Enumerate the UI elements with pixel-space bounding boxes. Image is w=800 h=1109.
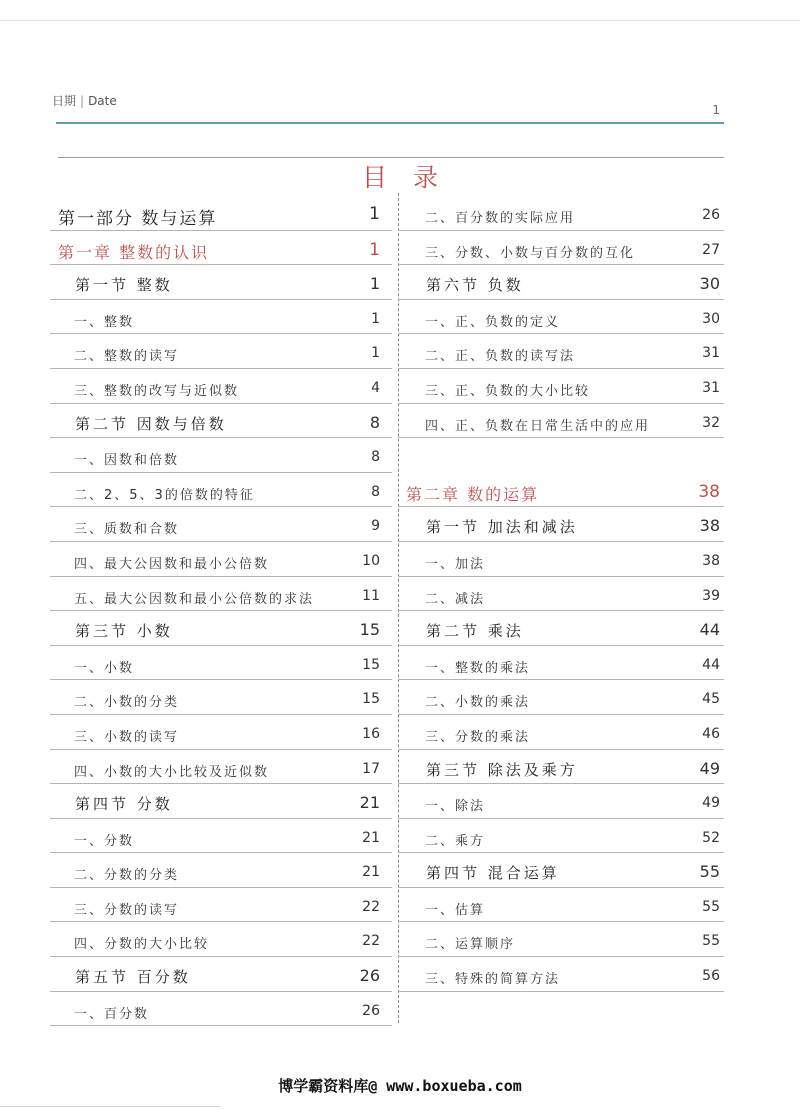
toc-entry-page: 49	[699, 758, 720, 778]
toc-entry-item[interactable]	[50, 715, 392, 750]
toc-entry-page: 9	[371, 518, 380, 535]
toc-entry-page: 10	[362, 552, 380, 569]
toc-entry-item[interactable]	[50, 334, 392, 369]
date-header	[52, 92, 117, 109]
toc-entry-title: 二、整数的读写	[74, 349, 180, 365]
toc-entry-section[interactable]	[50, 957, 392, 992]
toc-entry-section[interactable]	[50, 784, 392, 819]
toc-entry-page: 8	[371, 483, 380, 500]
page-title: 目录	[361, 163, 464, 192]
toc-entry-item[interactable]	[50, 922, 392, 957]
toc-entry-title: 三、特殊的简算方法	[425, 972, 561, 988]
toc-entry-item[interactable]	[50, 992, 392, 1027]
toc-entry-item[interactable]	[398, 957, 724, 992]
toc-entry-title: 第五节 百分数	[75, 968, 191, 987]
toc-entry-item[interactable]	[398, 577, 724, 612]
toc-entry-title: 三、整数的改写与近似数	[74, 383, 240, 399]
toc-entry-title: 四、小数的大小比较及近似数	[74, 764, 270, 780]
toc-entry-section[interactable]	[398, 265, 724, 300]
toc-entry-page: 44	[702, 656, 720, 673]
toc-entry-page: 38	[699, 516, 720, 536]
toc-entry-item[interactable]	[398, 888, 724, 923]
toc-entry-item[interactable]	[50, 369, 392, 404]
toc-entry-item[interactable]	[50, 888, 392, 923]
toc-entry-title: 四、分数的大小比较	[74, 937, 210, 953]
toc-entry-title: 第三节 小数	[75, 622, 173, 641]
toc-entry-item[interactable]	[50, 542, 392, 577]
toc-entry-title: 一、除法	[425, 799, 486, 815]
toc-entry-item[interactable]	[398, 646, 724, 681]
toc-entry-title: 一、估算	[425, 902, 486, 918]
toc-entry-title: 一、加法	[425, 556, 486, 572]
toc-entry-page: 1	[371, 310, 380, 327]
footer-watermark: 博学霸资料库@ www.boxueba.com	[278, 1077, 522, 1095]
toc-entry-item[interactable]	[50, 438, 392, 473]
toc-entry-page: 30	[699, 274, 720, 294]
toc-entry-item[interactable]	[398, 404, 724, 439]
header-rule	[56, 122, 724, 124]
toc-entry-page: 49	[702, 795, 720, 812]
toc-entry-page: 4	[371, 379, 380, 396]
toc-entry-page: 17	[362, 760, 380, 777]
toc-entry-item[interactable]	[398, 334, 724, 369]
toc-entry-item[interactable]	[398, 196, 724, 231]
toc-entry-title: 一、分数	[74, 833, 135, 849]
toc-entry-page: 32	[702, 414, 720, 431]
toc-entry-title: 第一部分 数与运算	[58, 209, 218, 229]
toc-entry-item[interactable]	[398, 369, 724, 404]
toc-entry-page: 31	[702, 345, 720, 362]
toc-entry-item[interactable]	[398, 819, 724, 854]
toc-entry-page: 39	[702, 587, 720, 604]
toc-entry-section[interactable]	[50, 611, 392, 646]
toc-entry-blank	[398, 992, 724, 1027]
toc-entry-page: 55	[702, 898, 720, 915]
toc-entry-title: 一、百分数	[74, 1006, 150, 1022]
toc-entry-page: 52	[702, 829, 720, 846]
toc-entry-page: 1	[371, 345, 380, 362]
toc-entry-item[interactable]	[398, 300, 724, 335]
toc-entry-page: 8	[371, 449, 380, 466]
toc-entry-title: 五、最大公因数和最小公倍数的求法	[74, 591, 315, 607]
toc-entry-item[interactable]	[50, 300, 392, 335]
bottom-border-line	[0, 1106, 220, 1107]
toc-entry-page: 38	[702, 552, 720, 569]
toc-entry-section[interactable]	[398, 853, 724, 888]
toc-entry-page: 26	[362, 1002, 380, 1019]
toc-entry-title: 四、最大公因数和最小公倍数	[74, 556, 270, 572]
toc-entry-page: 38	[698, 481, 720, 502]
toc-entry-chapter[interactable]	[50, 231, 392, 266]
toc-entry-title: 四、正、负数在日常生活中的应用	[425, 418, 651, 434]
toc-entry-page: 30	[702, 310, 720, 327]
toc-entry-page: 55	[699, 862, 720, 882]
toc-entry-item[interactable]	[398, 542, 724, 577]
top-border-line	[0, 20, 800, 21]
toc-entry-title: 三、分数的乘法	[425, 729, 531, 745]
toc-entry-title: 二、运算顺序	[425, 937, 516, 953]
toc-entry-item[interactable]	[50, 680, 392, 715]
toc-entry-title: 第六节 负数	[426, 276, 524, 295]
toc-entry-page: 15	[359, 620, 380, 640]
toc-entry-blank	[398, 438, 724, 473]
toc-entry-title: 第二节 乘法	[426, 622, 524, 641]
toc-entry-page: 55	[702, 933, 720, 950]
toc-entry-page: 26	[359, 966, 380, 986]
toc-entry-page: 1	[369, 204, 380, 224]
toc-entry-item[interactable]	[50, 473, 392, 508]
toc-entry-item[interactable]	[50, 646, 392, 681]
toc-entry-page: 11	[362, 587, 380, 604]
toc-entry-page: 46	[702, 725, 720, 742]
toc-entry-title: 第三节 除法及乘方	[426, 760, 578, 779]
toc-entry-title: 第一节 加法和减法	[426, 518, 578, 537]
toc-entry-page: 1	[369, 274, 380, 294]
toc-entry-item[interactable]	[50, 577, 392, 612]
toc-entry-part[interactable]	[50, 196, 392, 231]
toc-entry-title: 一、整数的乘法	[425, 660, 531, 676]
toc-entry-page: 22	[362, 933, 380, 950]
toc-entry-chapter[interactable]	[398, 473, 724, 508]
page-number: 1	[712, 103, 720, 117]
toc-entry-title: 二、小数的分类	[74, 695, 180, 711]
toc-entry-title: 三、质数和合数	[74, 522, 180, 538]
toc-entry-page: 45	[702, 691, 720, 708]
toc-entry-title: 第二章 数的运算	[406, 484, 540, 504]
toc-entry-title: 二、小数的乘法	[425, 695, 531, 711]
toc-entry-item[interactable]	[50, 853, 392, 888]
toc-entry-item[interactable]	[398, 784, 724, 819]
toc-left-column	[50, 196, 392, 1026]
toc-entry-title: 一、因数和倍数	[74, 453, 180, 469]
toc-entry-section[interactable]	[50, 404, 392, 439]
toc-entry-page: 31	[702, 379, 720, 396]
toc-entry-title: 一、整数	[74, 314, 135, 330]
toc-entry-section[interactable]	[398, 507, 724, 542]
toc-entry-title: 第一节 整数	[75, 276, 173, 295]
toc-entry-page: 21	[362, 864, 380, 881]
toc-entry-title: 第二节 因数与倍数	[75, 414, 227, 433]
toc-entry-page: 22	[362, 898, 380, 915]
toc-entry-page: 21	[359, 793, 380, 813]
toc-entry-item[interactable]	[398, 231, 724, 266]
toc-entry-item[interactable]	[398, 922, 724, 957]
toc-entry-page: 26	[702, 207, 720, 223]
toc-right-column	[398, 196, 724, 1026]
date-label-en: Date	[88, 94, 117, 108]
toc-entry-title: 第四节 分数	[75, 795, 173, 814]
toc-entry-page: 16	[362, 725, 380, 742]
toc-entry-page: 56	[702, 968, 720, 985]
toc-entry-title: 一、正、负数的定义	[425, 314, 561, 330]
toc-entry-title: 三、分数、小数与百分数的互化	[425, 245, 636, 261]
toc-entry-item[interactable]	[398, 680, 724, 715]
toc-entry-title: 二、乘方	[425, 833, 486, 849]
toc-entry-title: 二、减法	[425, 591, 486, 607]
toc-entry-title: 三、小数的读写	[74, 729, 180, 745]
toc-entry-page: 44	[699, 620, 720, 640]
toc-entry-item[interactable]	[50, 819, 392, 854]
toc-entry-title: 二、分数的分类	[74, 868, 180, 884]
toc-entry-title: 三、分数的读写	[74, 902, 180, 918]
toc-entry-title: 第一章 整数的认识	[58, 242, 210, 262]
toc-entry-page: 15	[362, 656, 380, 673]
toc-entry-title: 二、2、5、3的倍数的特征	[74, 487, 255, 503]
toc-entry-item[interactable]	[50, 750, 392, 785]
header-separator: |	[80, 94, 85, 108]
toc-entry-page: 21	[362, 829, 380, 846]
toc-entry-section[interactable]	[50, 265, 392, 300]
toc-entry-page: 27	[702, 241, 720, 258]
toc-entry-page: 15	[362, 691, 380, 708]
toc-entry-title: 二、百分数的实际应用	[425, 211, 576, 226]
toc-entry-item[interactable]	[50, 507, 392, 542]
date-label: 日期	[52, 94, 77, 108]
toc-entry-page: 1	[369, 239, 380, 260]
toc-entry-title: 三、正、负数的大小比较	[425, 383, 591, 399]
toc-entry-section[interactable]	[398, 750, 724, 785]
toc-entry-item[interactable]	[398, 715, 724, 750]
toc-entry-title: 第四节 混合运算	[426, 864, 560, 883]
toc-entry-section[interactable]	[398, 611, 724, 646]
toc-entry-title: 二、正、负数的读写法	[425, 349, 576, 365]
toc-entry-title: 一、小数	[74, 660, 135, 676]
toc-entry-page: 8	[369, 412, 380, 432]
